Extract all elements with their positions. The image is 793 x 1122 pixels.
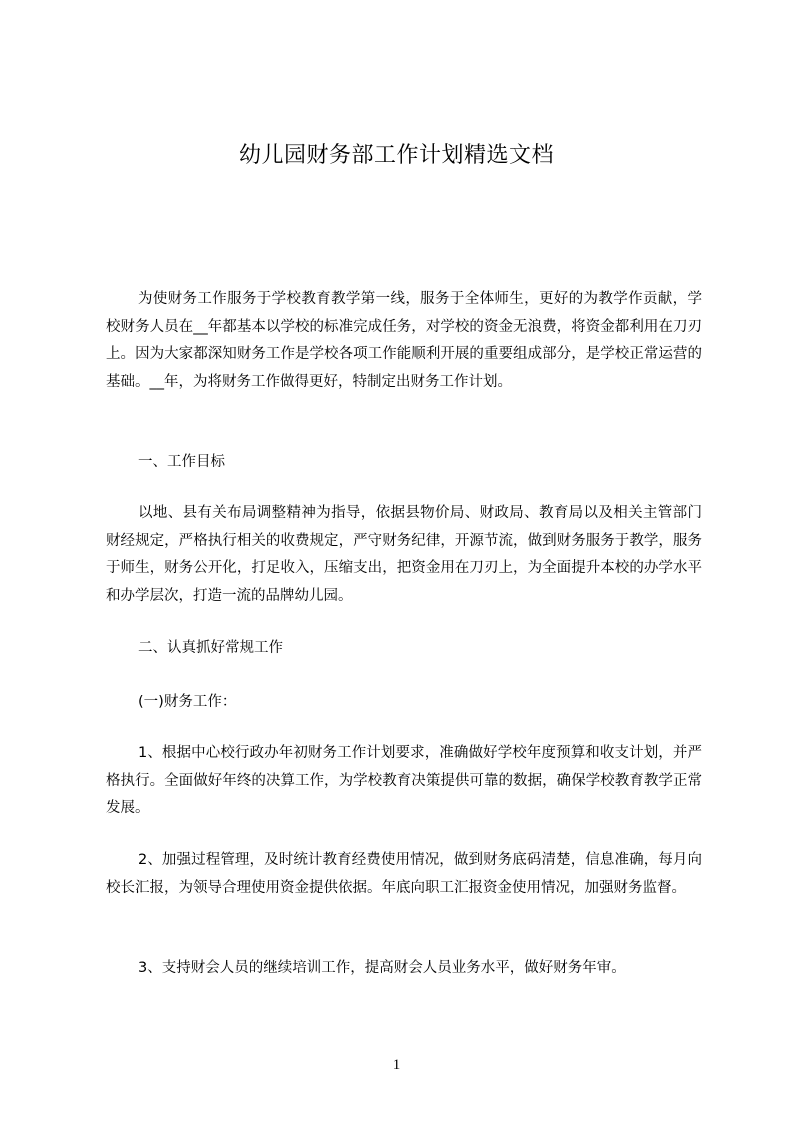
intro-paragraph: 为使财务工作服务于学校教育教学第一线，服务于全体师生，更好的为教学作贡献，学校财务人员在__年都基本以学校的标准完成任务，对学校的资金无浪费，将资金都利用在刀刃上。因为大家都深知财务工作是学校各项工作能顺利开展的重要组成部分，是学校正常运营的基础。__年，为将财务工作做得更好，特制定出财务工作计划。 (106, 291, 702, 390)
document-title: 幼儿园财务部工作计划精选文档 (238, 143, 554, 168)
goals-paragraph: 以地、县有关布局调整精神为指导，依据县物价局、财政局、教育局以及相关主管部门财经规定，严格执行相关的收费规定，严守财务纪律，开源节流，做到财务服务于教学，服务于师生，财务公开化，打足收入，压缩支出，把资金用在刀刃上，为全面提升本校的办学水平和办学层次，打造一流的品牌幼儿园。 (106, 505, 702, 604)
section-heading-goals: 一、工作目标 (138, 454, 225, 470)
section-heading-routine-work: 二、认真抓好常规工作 (138, 640, 283, 656)
list-item-3: 3、支持财会人员的继续培训工作，提高财会人员业务水平，做好财务年审。 (138, 960, 626, 976)
subsection-heading-finance: (一)财务工作： (138, 694, 237, 710)
page-number: 1 (392, 1057, 401, 1073)
list-item-2: 2、加强过程管理，及时统计教育经费使用情况，做到财务底码清楚，信息准确，每月向校长汇报，为领导合理使用资金提供依据。年底向职工汇报资金使用情况，加强财务监督。 (106, 852, 702, 896)
list-item-1: 1、根据中心校行政办年初财务工作计划要求，准确做好学校年度预算和收支计划，并严格执行。全面做好年终的决算工作，为学校教育决策提供可靠的数据，确保学校教育教学正常发展。 (106, 745, 702, 816)
